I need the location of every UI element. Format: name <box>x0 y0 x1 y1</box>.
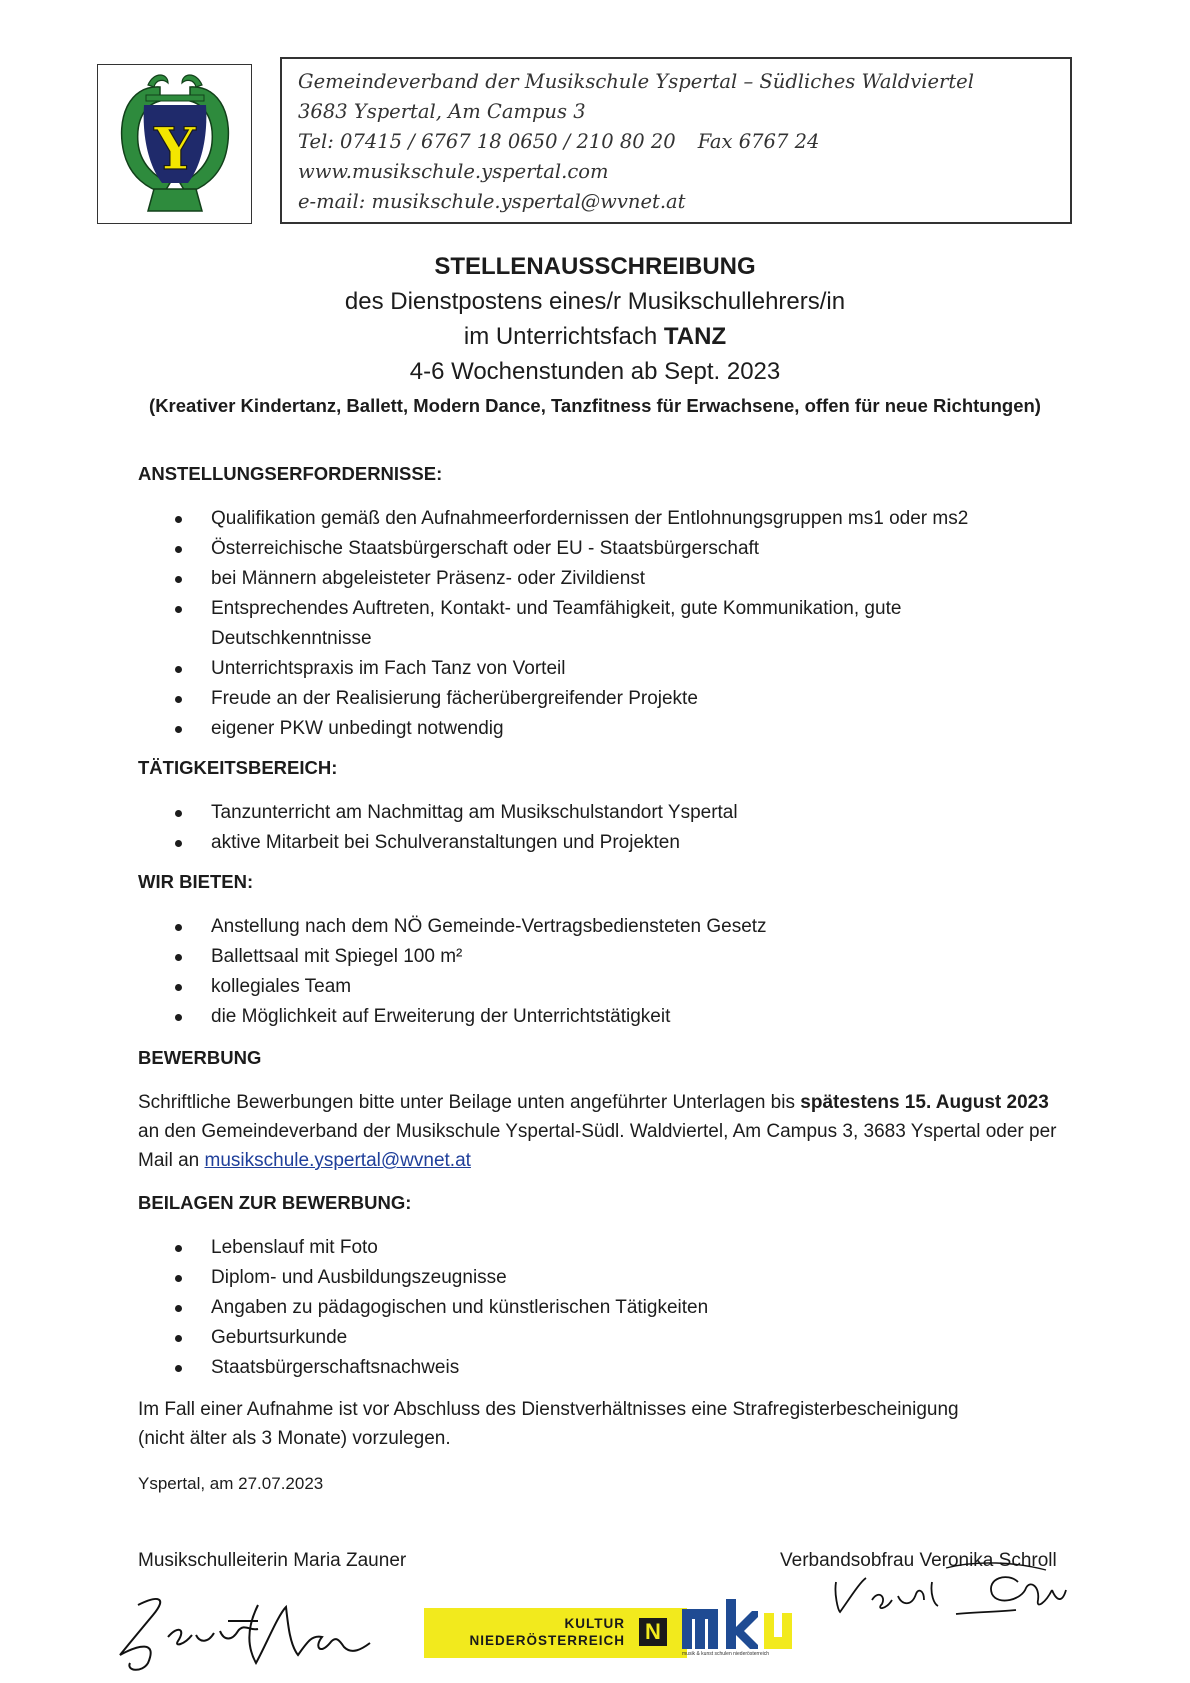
list-item-text: Österreichische Staatsbürgerschaft oder EU - Staatsbürgerschaft <box>211 538 760 559</box>
section-heading-bewerbung: BEWERBUNG <box>138 1047 262 1068</box>
kultur-logo-text <box>469 1615 625 1649</box>
document-body <box>138 460 1068 1498</box>
list-item <box>138 564 1068 594</box>
list-item-text: Anstellung nach dem NÖ Gemeinde-Vertragsbediensteten Gesetz <box>211 916 767 937</box>
phone-line <box>298 127 1056 157</box>
list-item-text: Unterrichtspraxis im Fach Tanz von Vorteil <box>211 658 566 679</box>
bullet-icon <box>175 666 182 673</box>
list-item-text: Ballettsaal mit Spiegel 100 m² <box>211 946 463 967</box>
bullet-icon <box>175 576 182 583</box>
subject-name: TANZ <box>663 323 727 350</box>
list-item-text: Freude an der Realisierung fächerübergreifender Projekte <box>211 688 698 709</box>
list-item <box>138 1353 1068 1383</box>
list-item <box>138 1293 1068 1323</box>
signatory-left: Musikschulleiterin Maria Zauner <box>138 1550 407 1571</box>
kultur-line-2: NIEDERÖSTERREICH <box>469 1633 625 1648</box>
bullet-icon <box>175 1275 182 1282</box>
bullet-icon <box>175 606 182 613</box>
bullet-icon <box>175 726 182 733</box>
list-item <box>138 798 1068 828</box>
application-email-link[interactable]: musikschule.yspertal@wvnet.at <box>204 1150 471 1171</box>
address-line: 3683 Yspertal, Am Campus 3 <box>298 100 586 123</box>
kultur-n-badge: N <box>639 1618 667 1646</box>
signatory-right: Verbandsobfrau Veronika Schroll <box>780 1550 1057 1571</box>
list-item-text: Diplom- und Ausbildungszeugnisse <box>211 1267 507 1288</box>
list-item-text: Entsprechendes Auftreten, Kontakt- und Teamfähigkeit, gute Kommunikation, gute Deutschkenntnisse <box>211 598 902 649</box>
list-item <box>138 972 1068 1002</box>
mku-logo <box>682 1599 800 1649</box>
bullet-icon <box>175 984 182 991</box>
list-item <box>138 534 1068 564</box>
bullet-icon <box>175 840 182 847</box>
bullet-icon <box>175 1305 182 1312</box>
list-item-text: Angaben zu pädagogischen und künstlerischen Tätigkeiten <box>211 1297 709 1318</box>
document-heading: STELLENAUSSCHREIBUNG <box>434 253 756 280</box>
phone-numbers: Tel: 07415 / 6767 18 0650 / 210 80 20 <box>298 130 676 153</box>
bullet-icon <box>175 1365 182 1372</box>
position-line: des Dienstpostens eines/r Musikschullehrers/in <box>344 288 846 315</box>
bullet-icon <box>175 1335 182 1342</box>
signature-left <box>108 1585 378 1680</box>
website-line: www.musikschule.yspertal.com <box>298 160 609 183</box>
list-item <box>138 594 1068 654</box>
bullet-icon <box>175 810 182 817</box>
list-item <box>138 714 1068 744</box>
mku-logo-text: mku <box>682 1599 685 1600</box>
section-heading-taetigkeit: TÄTIGKEITSBEREICH: <box>138 757 338 778</box>
section-heading-bieten: WIR BIETEN: <box>138 871 254 892</box>
list-item-text: Tanzunterricht am Nachmittag am Musikschulstandort Yspertal <box>211 802 738 823</box>
kultur-noe-logo <box>424 1608 687 1658</box>
list-item-text: eigener PKW unbedingt notwendig <box>211 718 504 739</box>
place-date: Yspertal, am 27.07.2023 <box>138 1474 324 1493</box>
list-item-text: kollegiales Team <box>211 976 352 997</box>
list-item-text: Lebenslauf mit Foto <box>211 1237 378 1258</box>
list-item <box>138 684 1068 714</box>
requirements-list <box>138 504 1068 744</box>
list-item-text: Staatsbürgerschaftsnachweis <box>211 1357 460 1378</box>
school-logo <box>97 64 252 224</box>
logo-letter: Y <box>154 115 196 183</box>
list-item <box>138 1233 1068 1263</box>
duties-list <box>138 798 1068 858</box>
list-item <box>138 504 1068 534</box>
list-item <box>138 942 1068 972</box>
bullet-icon <box>175 954 182 961</box>
list-item-text: Geburtsurkunde <box>211 1327 348 1348</box>
subject-prefix: im Unterrichtsfach <box>463 323 664 350</box>
subject-line <box>0 319 1190 354</box>
email-line: e-mail: musikschule.yspertal@wvnet.at <box>298 190 686 213</box>
list-item-text: aktive Mitarbeit bei Schulveranstaltungen und Projekten <box>211 832 680 853</box>
application-paragraph <box>138 1088 1068 1175</box>
application-text-2: an den Gemeindeverband der Musikschule Yspertal-Südl. Waldviertel, Am Campus 3, 3683 Yspertal oder per Mail an <box>138 1121 1057 1171</box>
signature-right <box>826 1560 1086 1640</box>
dance-styles-line: (Kreativer Kindertanz, Ballett, Modern Dance, Tanzfitness für Erwachsene, offen für neue Richtungen) <box>149 395 1041 416</box>
list-item-text: die Möglichkeit auf Erweiterung der Unterrichtstätigkeit <box>211 1006 671 1027</box>
kultur-line-1: KULTUR <box>564 1616 625 1631</box>
list-item <box>138 654 1068 684</box>
section-heading-anstellung: ANSTELLUNGSERFORDERNISSE: <box>138 463 443 484</box>
mku-subtext: musik & kunst schulen niederösterreich <box>682 1651 769 1657</box>
fax-number: Fax 6767 24 <box>697 130 820 153</box>
bullet-icon <box>175 924 182 931</box>
bullet-icon <box>175 696 182 703</box>
list-item <box>138 1263 1068 1293</box>
letterhead-address <box>280 57 1072 224</box>
hours-line: 4-6 Wochenstunden ab Sept. 2023 <box>409 358 781 385</box>
list-item-text: Qualifikation gemäß den Aufnahmeerfordernissen der Entlohnungsgruppen ms1 oder ms2 <box>211 508 969 529</box>
bullet-icon <box>175 1245 182 1252</box>
list-item <box>138 912 1068 942</box>
list-item-text: bei Männern abgeleisteter Präsenz- oder Zivildienst <box>211 568 646 589</box>
criminal-record-note: Im Fall einer Aufnahme ist vor Abschluss des Dienstverhältnisses eine Strafregisterbescheinigung (nicht älter als 3 Monate) vorzulegen. <box>138 1399 959 1449</box>
job-title-block <box>0 250 1190 421</box>
bullet-icon <box>175 546 182 553</box>
bullet-icon <box>175 516 182 523</box>
attachments-list <box>138 1233 1068 1383</box>
org-name: Gemeindeverband der Musikschule Yspertal – Südliches Waldviertel <box>298 70 974 93</box>
list-item <box>138 828 1068 858</box>
application-text: Schriftliche Bewerbungen bitte unter Beilage unten angeführter Unterlagen bis <box>138 1092 801 1113</box>
application-deadline: spätestens 15. August 2023 <box>800 1092 1049 1113</box>
lyre-logo-icon <box>98 65 250 222</box>
benefits-list <box>138 912 1068 1032</box>
list-item <box>138 1002 1068 1032</box>
bullet-icon <box>175 1014 182 1021</box>
list-item <box>138 1323 1068 1353</box>
section-heading-beilagen: BEILAGEN ZUR BEWERBUNG: <box>138 1192 412 1213</box>
